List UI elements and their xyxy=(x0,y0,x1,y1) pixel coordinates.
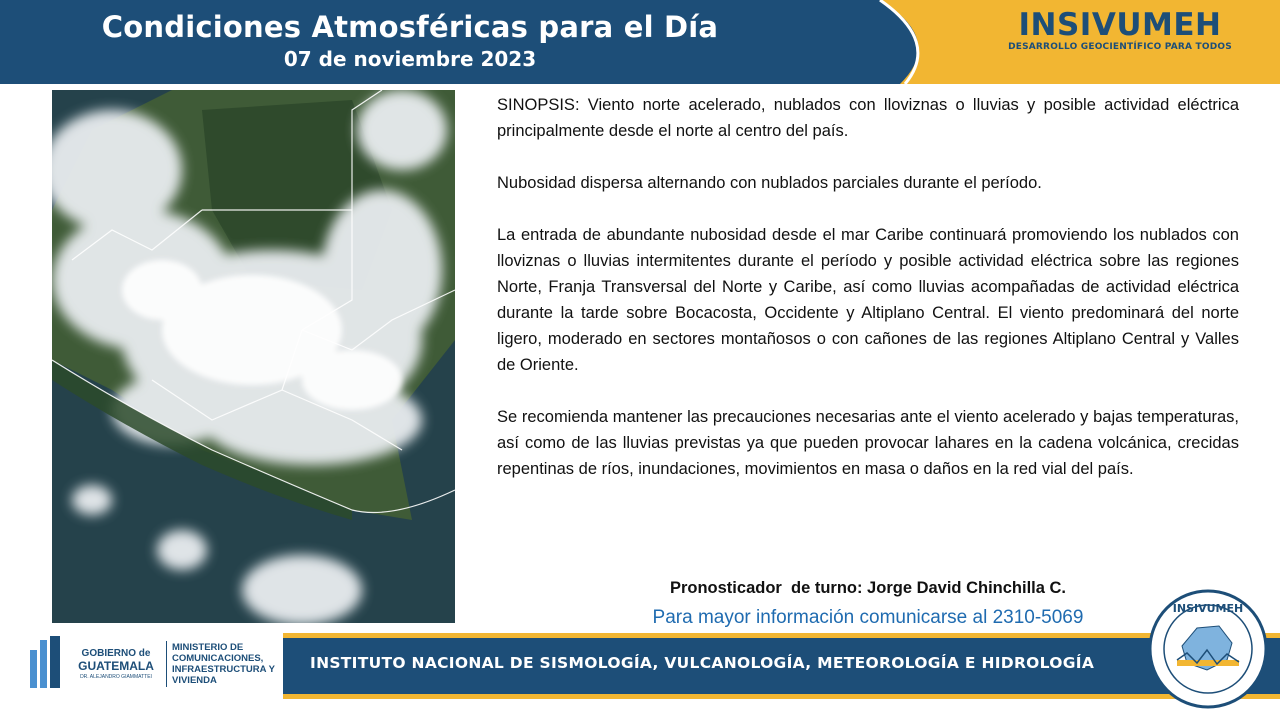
brand-tagline: DESARROLLO GEOCIENTÍFICO PARA TODOS xyxy=(1008,42,1232,52)
contact-info: Para mayor información comunicarse al 2310-5069 xyxy=(652,607,1084,628)
bulletin-text xyxy=(497,92,1239,508)
insivumeh-seal-icon xyxy=(1147,588,1269,710)
forecast-paragraph: La entrada de abundante nubosidad desde el mar Caribe continuará promoviendo los nublados con lloviznas o lluvias intermitentes durante el período y posible actividad eléctrica sobre las regiones Norte, Franja Transversal del Norte y Caribe, así como lluvias acompañadas de actividad eléctrica durante la tarde sobre Bocacosta, Occidente y Altiplano Central. El viento predominará del norte ligero, moderado en sectores montañosos o con cañones de las regiones Altiplano Central y Valles de Oriente. xyxy=(497,226,1239,374)
forecaster-on-duty: Pronosticador de turno: Jorge David Chinchilla C. xyxy=(669,579,1067,597)
gobierno-guatemala-logo xyxy=(70,647,162,673)
bulletin-date: 07 de noviembre 2023 xyxy=(283,47,537,71)
cloudiness-paragraph: Nubosidad dispersa alternando con nublados parciales durante el período. xyxy=(497,174,1042,192)
insivumeh-logo xyxy=(990,8,1250,52)
gov-name-line2: GUATEMALA xyxy=(78,659,154,673)
recommendation-paragraph: Se recomienda mantener las precauciones necesarias ante el viento acelerado y bajas temperaturas, así como de las lluvias previstas ya que pueden provocar lahares en la cadena volcánica, crecidas repentinas de ríos, inundaciones, movimientos en masa o daños en la red vial del país. xyxy=(497,408,1239,478)
gov-name-line1: GOBIERNO de xyxy=(81,648,151,659)
page-title: Condiciones Atmosféricas para el Día xyxy=(101,10,719,44)
satellite-cloud-image xyxy=(52,90,455,623)
brand-name: INSIVUMEH xyxy=(1018,7,1222,43)
ministry-name: MINISTERIO DE COMUNICACIONES, INFRAESTRUCTURA Y VIVIENDA xyxy=(172,642,275,686)
satellite-map-icon xyxy=(52,90,455,623)
seal-title: INSIVUMEH xyxy=(1172,602,1244,615)
synopsis-paragraph: SINOPSIS: Viento norte acelerado, nublados con lloviznas o lluvias y posible actividad eléctrica principalmente desde el norte al centro del país. xyxy=(497,96,1239,140)
gov-subtitle: DR. ALEJANDRO GIAMMATTEI xyxy=(80,674,152,680)
footer-divider xyxy=(166,641,167,687)
institute-name: INSTITUTO NACIONAL DE SISMOLOGÍA, VULCANOLOGÍA, METEOROLOGÍA E HIDROLOGÍA xyxy=(310,654,1095,672)
guatemala-flag-icon xyxy=(30,636,66,692)
